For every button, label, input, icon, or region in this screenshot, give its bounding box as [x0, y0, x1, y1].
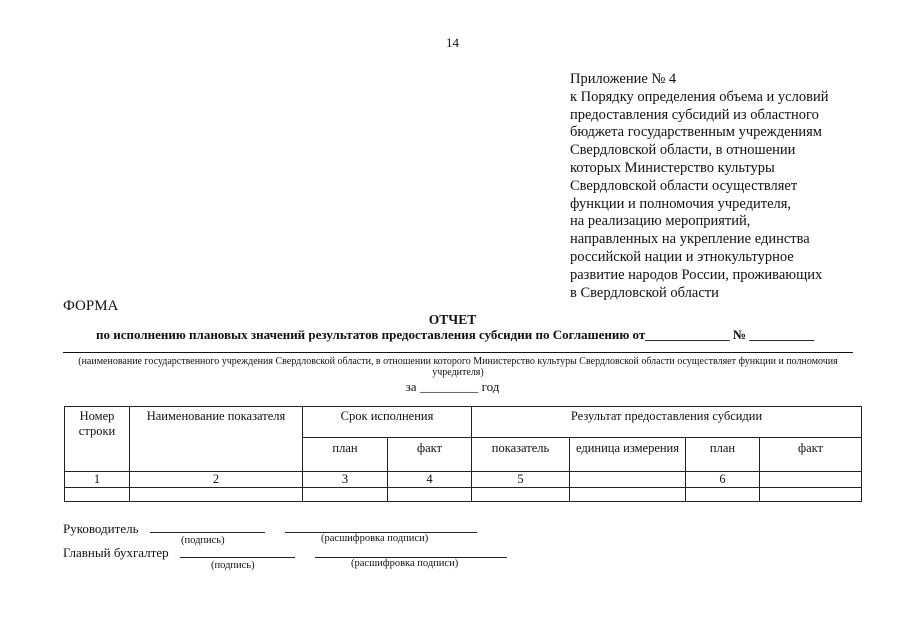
accountant-signature-label: Главный бухгалтер — [63, 545, 169, 560]
column-number-cell — [570, 472, 686, 488]
column-number-cell — [760, 472, 862, 488]
header-deadline: Срок исполнения — [303, 407, 472, 438]
column-number-cell: 1 — [65, 472, 130, 488]
appendix-line: которых Министерство культуры — [570, 159, 775, 176]
appendix-line: российской нации и этнокультурное — [570, 248, 794, 265]
subheader-plan: план — [303, 438, 388, 472]
appendix-line: направленных на укрепление единства — [570, 231, 810, 248]
table-cell — [760, 488, 862, 502]
table-cell — [686, 488, 760, 502]
institution-name-line — [63, 352, 853, 353]
institution-note: (наименование государственного учреждения Свердловской области, в отношении которого Министерство культуры Свердловской области осуществляет функции и полномочия учредителя) — [78, 356, 838, 378]
header-result: Результат предоставления субсидии — [472, 407, 862, 438]
appendix-line: развитие народов России, проживающих — [570, 266, 823, 283]
table-row — [65, 488, 862, 502]
table-cell — [388, 488, 472, 502]
column-number-cell: 2 — [130, 472, 303, 488]
appendix-line: бюджета государственным учреждениям — [570, 124, 822, 141]
head-signature-line — [150, 532, 265, 533]
table-cell — [303, 488, 388, 502]
column-number-cell: 5 — [472, 472, 570, 488]
table-row — [65, 472, 862, 488]
appendix-line: Свердловской области осуществляет — [570, 177, 798, 194]
table-cell — [65, 488, 130, 502]
page-number: 14 — [446, 35, 459, 50]
subheader-plan: план — [686, 438, 760, 472]
column-number-cell: 4 — [388, 472, 472, 488]
subheader-fact: факт — [388, 438, 472, 472]
appendix-line: к Порядку определения объема и условий — [570, 88, 829, 105]
subheader-unit: единица измерения — [570, 438, 686, 472]
accountant-decode-hint: (расшифровка подписи) — [351, 558, 459, 569]
year-line: за _________ год — [405, 379, 500, 394]
appendix-line: Приложение № 4 — [570, 71, 677, 87]
table-header-row — [65, 407, 862, 438]
subheader-fact: факт — [760, 438, 862, 472]
head-decode-hint: (расшифровка подписи) — [321, 533, 429, 544]
report-subtitle: по исполнению плановых значений результатов предоставления субсидии по Соглашению от_____________ № __________ — [96, 327, 815, 342]
table-cell — [472, 488, 570, 502]
form-label: ФОРМА — [63, 298, 119, 314]
report-title: ОТЧЕТ — [428, 312, 477, 327]
accountant-signature-line — [180, 557, 295, 558]
appendix-line: функции и полномочия учредителя, — [570, 195, 792, 212]
column-number-cell: 6 — [686, 472, 760, 488]
header-row-number: Номер строки — [65, 407, 130, 472]
appendix-line: на реализацию мероприятий, — [570, 213, 751, 230]
head-signature-label: Руководитель — [63, 521, 139, 536]
table-cell — [570, 488, 686, 502]
head-signature-hint: (подпись) — [181, 535, 225, 546]
header-indicator-name: Наименование показателя — [130, 407, 303, 472]
report-table — [64, 406, 862, 502]
subheader-indicator: показатель — [472, 438, 570, 472]
table-cell — [130, 488, 303, 502]
appendix-line: в Свердловской области — [570, 284, 719, 301]
appendix-line: предоставления субсидий из областного — [570, 106, 819, 123]
accountant-signature-hint: (подпись) — [211, 560, 255, 571]
column-number-cell: 3 — [303, 472, 388, 488]
appendix-block — [570, 71, 860, 302]
appendix-line: Свердловской области, в отношении — [570, 142, 796, 159]
